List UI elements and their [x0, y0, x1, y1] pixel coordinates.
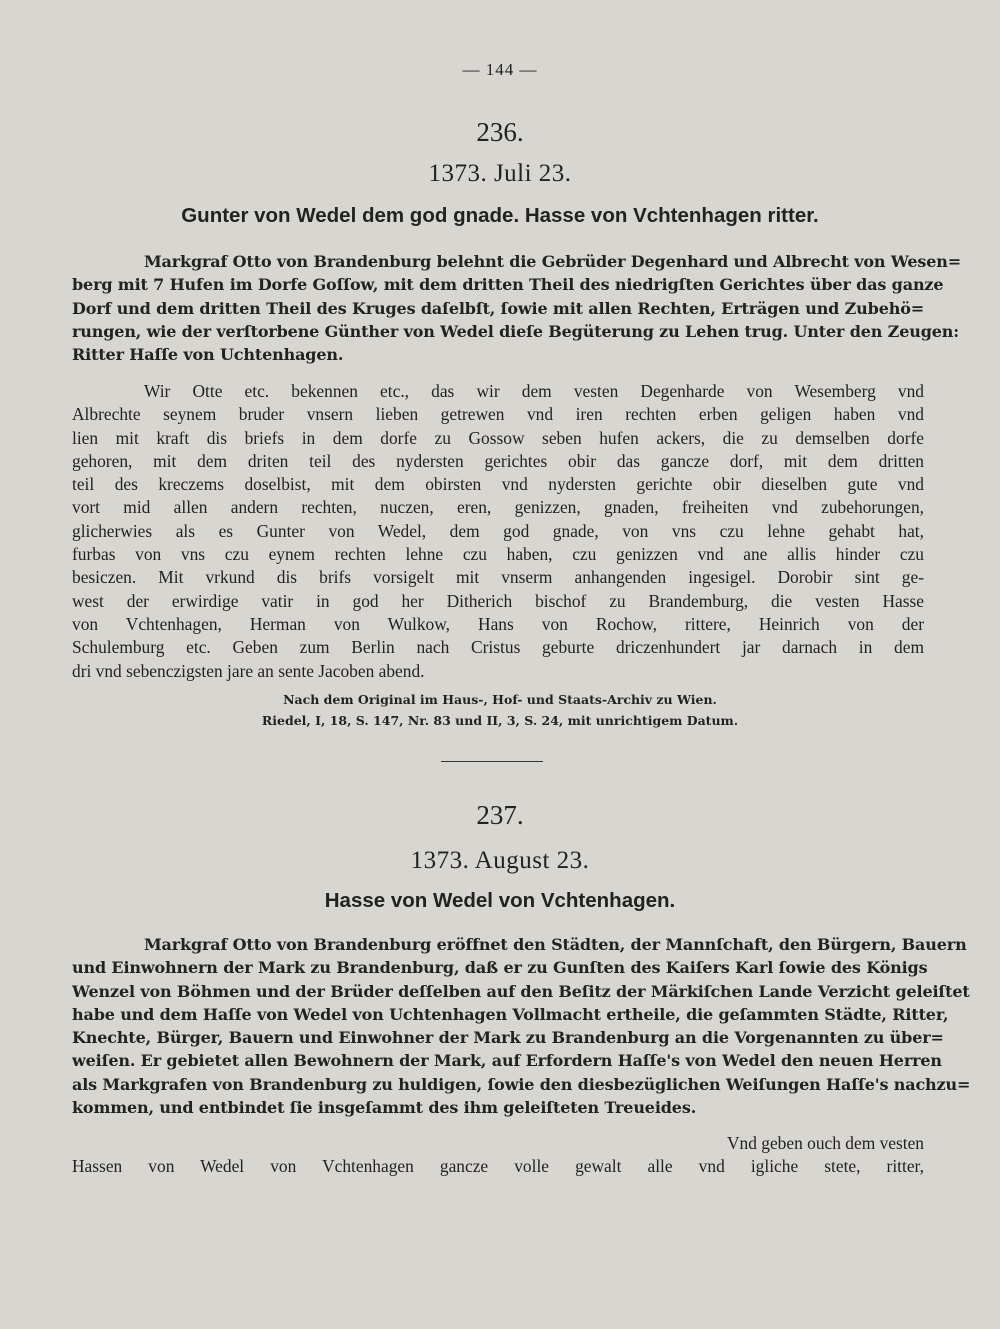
text-line: lien mit kraft dis briefs in dem dorfe zu Gossow seben hufen ackers, die zu demselben dorfe: [72, 427, 924, 448]
source-line: Nach dem Original im Haus-, Hof- und Staats-Archiv zu Wien.: [283, 692, 717, 707]
text-line: Vnd geben ouch dem vesten: [726, 1133, 924, 1153]
summary-line: Knechte, Bürger, Bauern und Einwohner der Mark zu Brandenburg an die Vorgenannten zu über=: [72, 1028, 944, 1048]
summary-line: berg mit 7 Hufen im Dorfe Goſſow, mit dem dritten Theil des niedrigſten Gerichtes über das ganze: [72, 275, 944, 295]
charter-text-236: [72, 380, 924, 683]
document-date-237: 1373. August 23.: [410, 847, 590, 874]
summary-line: Markgraf Otto von Brandenburg eröffnet den Städten, der Mannſchaft, den Bürgern, Bauern: [144, 935, 967, 954]
text-line: Wir Otte etc. bekennen etc., das wir dem vesten Degenharde von Wesemberg vnd: [144, 381, 924, 401]
text-line: von Vchtenhagen, Herman von Wulkow, Hans von Rochow, rittere, Heinrich von der: [72, 613, 924, 634]
document-number-236: 236.: [476, 117, 524, 147]
text-line: vort mid allen andern rechten, nuczen, eren, genizzen, gnaden, freiheiten vnd zubehorungen,: [72, 497, 924, 518]
text-line: Albrechte seynem bruder vnsern lieben getrewen vnd iren rechten erben geligen haben vnd: [72, 404, 924, 425]
summary-line: Ritter Haſſe von Uchtenhagen.: [72, 345, 344, 365]
text-line: Schulemburg etc. Geben zum Berlin nach Cristus geburte driczenhundert jar darnach in dem: [72, 637, 924, 658]
text-line: gehoren, mit dem driten teil des nydersten gerichtes obir das gancze dorf, mit dem dritten: [72, 450, 924, 471]
summary-236: [72, 250, 961, 366]
charter-text-237: [72, 1132, 924, 1179]
text-line: glicherwies als es Gunter von Wedel, dem god gnade, von vns czu lehne gehabt hat,: [72, 520, 924, 541]
text-line: Hassen von Wedel von Vchtenhagen gancze volle gewalt alle vnd igliche stete, ritter,: [72, 1156, 924, 1177]
summary-line: weiſen. Er gebietet allen Bewohnern der Mark, auf Erfordern Haſſe's von Wedel den neuen Herren: [72, 1051, 942, 1071]
source-line: Riedel, I, 18, S. 147, Nr. 83 und II, 3, S. 24, mit unrichtigem Datum.: [261, 713, 739, 728]
summary-line: habe und dem Haſſe von Wedel von Uchtenhagen Vollmacht ertheile, die geſammten Städte, Ritter,: [72, 1004, 949, 1024]
page-number: — 144 —: [462, 60, 538, 79]
summary-237: [72, 933, 971, 1119]
document-heading-237: Hasse von Wedel von Vchtenhagen.: [324, 889, 676, 912]
source-note-236: [0, 689, 1000, 731]
text-line: dri vnd sebenczigsten jare an sente Jacoben abend.: [72, 660, 425, 681]
text-line: west der erwirdige vatir in god her Ditherich bischof zu Brandemburg, die vesten Hasse: [72, 590, 924, 611]
document-date-236: 1373. Juli 23.: [428, 160, 572, 187]
summary-line: als Markgrafen von Brandenburg zu huldigen, ſowie den diesbezüglichen Weiſungen Haſſe's nachzu=: [72, 1074, 971, 1094]
summary-line: Markgraf Otto von Brandenburg belehnt die Gebrüder Degenhard und Albrecht von Wesen=: [144, 252, 961, 271]
summary-line: Dorf und dem dritten Theil des Kruges daſelbſt, ſowie mit allen Rechten, Erträgen und Zubehö=: [72, 298, 924, 318]
section-divider: [441, 761, 543, 762]
document-heading-236: Gunter von Wedel dem god gnade. Hasse von Vchtenhagen ritter.: [181, 204, 819, 227]
summary-line: Wenzel von Böhmen und der Brüder deſſelben auf den Beſitz der Märkiſchen Lande Verzicht geleiſtet: [72, 981, 970, 1001]
summary-line: rungen, wie der verſtorbene Günther von Wedel dieſe Begüterung zu Lehen trug. Unter den Zeugen:: [72, 321, 960, 341]
text-line: furbas von vns czu eynem rechten lehne czu haben, czu genizzen vnd ane allis hinder czu: [72, 544, 924, 565]
summary-line: und Einwohnern der Mark zu Brandenburg, daß er zu Gunſten des Kaiſers Karl ſowie des Königs: [72, 958, 928, 978]
text-line: besiczen. Mit vrkund dis brifs vorsigelt mit vnserm anhangenden ingesigel. Dorobir sint ge-: [72, 567, 924, 588]
document-number-237: 237.: [476, 800, 524, 830]
summary-line: kommen, und entbindet ſie insgeſammt des ihm geleiſteten Treueides.: [72, 1098, 697, 1118]
text-line: teil des kreczems doselbist, mit dem obirsten vnd nydersten gerichte obir dieselben gute vnd: [72, 474, 924, 495]
